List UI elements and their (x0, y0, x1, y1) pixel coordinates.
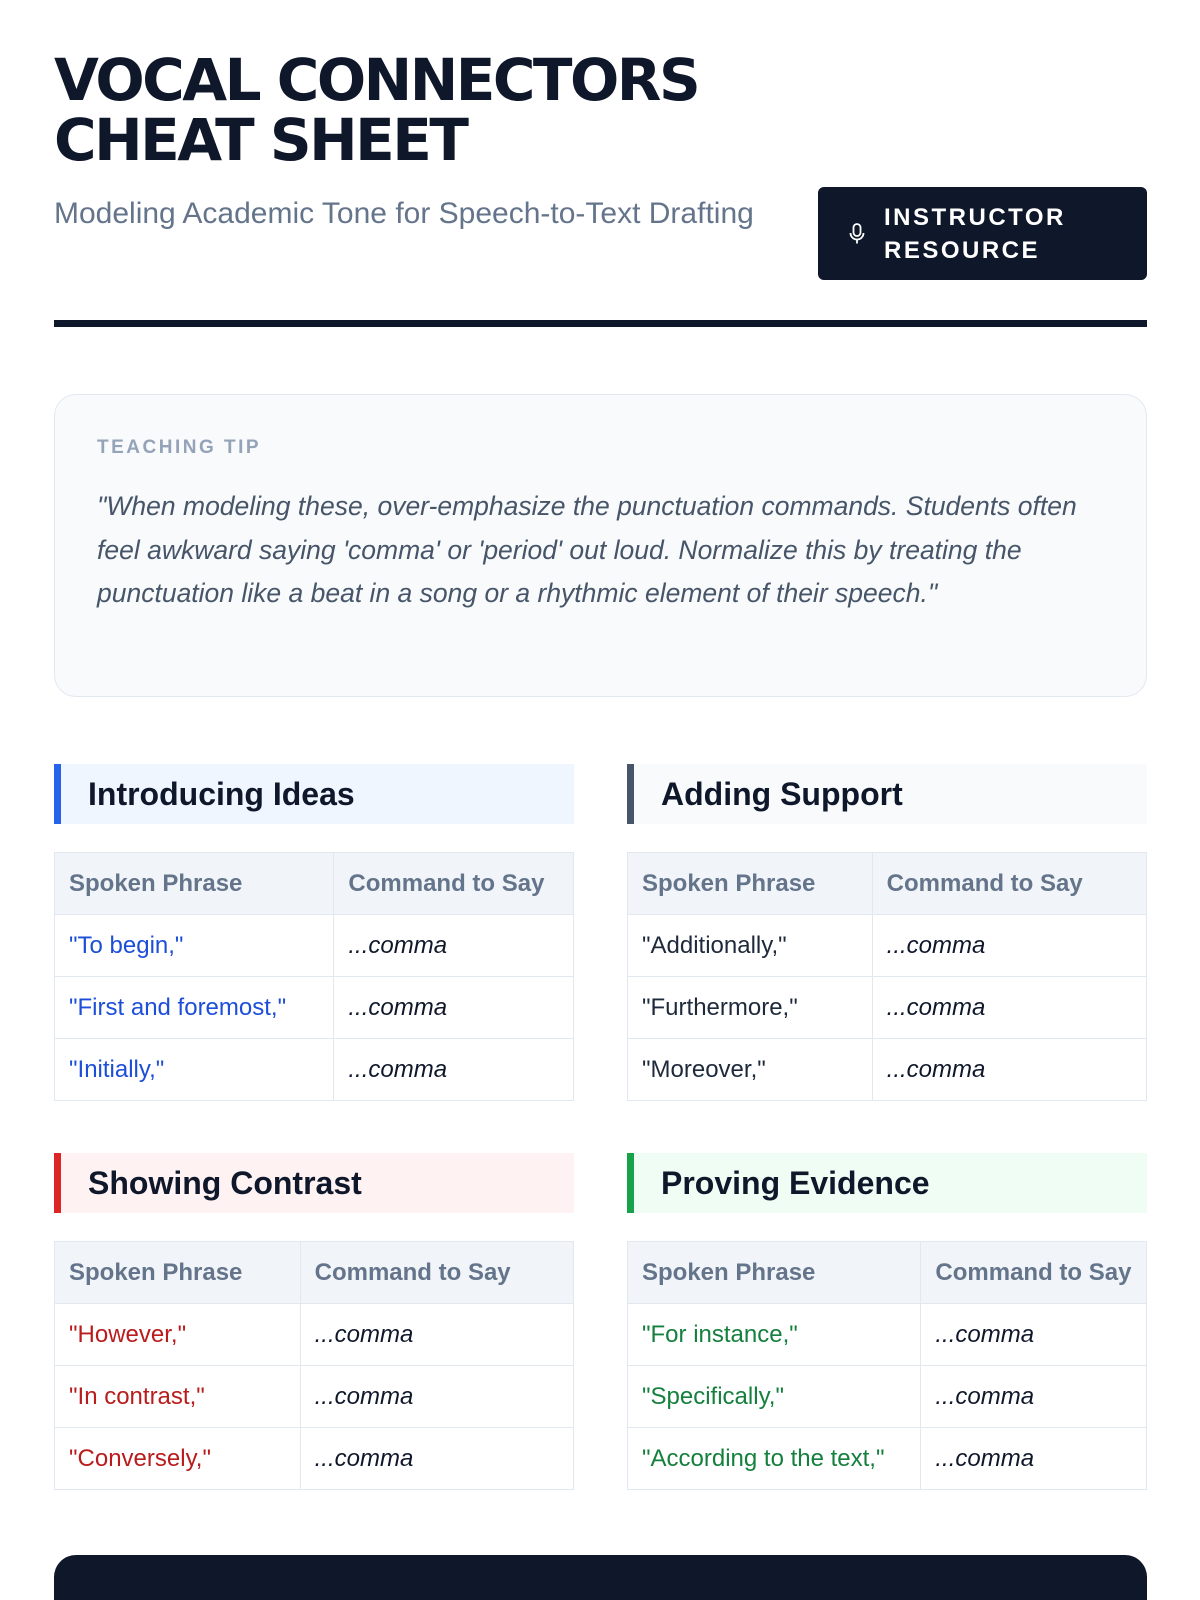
command-to-say: ...comma (334, 977, 574, 1039)
table-row (628, 1428, 1147, 1490)
section-title: Proving Evidence (661, 1164, 930, 1201)
teaching-tip-label: TEACHING TIP (97, 437, 262, 458)
connectors-table (54, 852, 574, 1101)
spoken-phrase: "Conversely," (55, 1428, 301, 1490)
connectors-table (54, 1241, 574, 1490)
spoken-phrase: "To begin," (55, 915, 334, 977)
column-header-command: Command to Say (334, 853, 574, 915)
microphone-icon (848, 223, 866, 245)
table-header-row (628, 1242, 1147, 1304)
table-row (628, 1304, 1147, 1366)
teaching-tip-quote: "When modeling these, over-emphasize the punctuation commands. Students often feel awkward saying 'comma' or 'period' out loud. Normalize this by treating the punctuation like a beat in a song or a rhythmic element of their speech." (97, 491, 1077, 608)
cheat-sheet-page (54, 0, 1147, 1600)
section-header (627, 764, 1147, 824)
header-divider (54, 320, 1147, 327)
page-subtitle: Modeling Academic Tone for Speech-to-Text Drafting (54, 197, 754, 230)
spoken-phrase: "First and foremost," (55, 977, 334, 1039)
command-to-say: ...comma (300, 1428, 573, 1490)
section-header (54, 1153, 574, 1213)
section-title: Showing Contrast (88, 1164, 362, 1201)
table-header-row (55, 1242, 574, 1304)
command-to-say: ...comma (921, 1304, 1147, 1366)
section-header (627, 1153, 1147, 1213)
section-title: Introducing Ideas (88, 775, 355, 812)
spoken-phrase: "Specifically," (628, 1366, 921, 1428)
column-header-phrase: Spoken Phrase (628, 853, 873, 915)
table-row (628, 1366, 1147, 1428)
command-to-say: ...comma (872, 977, 1146, 1039)
page-header (54, 46, 1147, 327)
table-row (628, 977, 1147, 1039)
footer-bar (54, 1555, 1147, 1600)
spoken-phrase: "According to the text," (628, 1428, 921, 1490)
column-header-phrase: Spoken Phrase (55, 853, 334, 915)
spoken-phrase: "However," (55, 1304, 301, 1366)
column-header-command: Command to Say (300, 1242, 573, 1304)
command-to-say: ...comma (872, 915, 1146, 977)
column-header-command: Command to Say (872, 853, 1146, 915)
command-to-say: ...comma (300, 1366, 573, 1428)
connectors-table (627, 852, 1147, 1101)
table-row (55, 1428, 574, 1490)
column-header-phrase: Spoken Phrase (55, 1242, 301, 1304)
section-title: Adding Support (661, 775, 903, 812)
instructor-resource-badge (818, 187, 1147, 280)
table-header-row (55, 853, 574, 915)
spoken-phrase: "For instance," (628, 1304, 921, 1366)
command-to-say: ...comma (872, 1039, 1146, 1101)
section-header (54, 764, 574, 824)
spoken-phrase: "Furthermore," (628, 977, 873, 1039)
table-row (55, 1039, 574, 1101)
command-to-say: ...comma (921, 1428, 1147, 1490)
table-row (55, 915, 574, 977)
column-header-command: Command to Say (921, 1242, 1147, 1304)
badge-label: INSTRUCTOR RESOURCE (884, 203, 1066, 264)
page-title (54, 46, 814, 174)
title-line-2: CHEAT SHEET (54, 106, 467, 174)
spoken-phrase: "In contrast," (55, 1366, 301, 1428)
command-to-say: ...comma (334, 915, 574, 977)
spoken-phrase: "Moreover," (628, 1039, 873, 1101)
table-header-row (628, 853, 1147, 915)
title-line-1: VOCAL CONNECTORS (54, 46, 699, 114)
table-row (55, 977, 574, 1039)
table-row (628, 915, 1147, 977)
command-to-say: ...comma (921, 1366, 1147, 1428)
spoken-phrase: "Additionally," (628, 915, 873, 977)
column-header-phrase: Spoken Phrase (628, 1242, 921, 1304)
command-to-say: ...comma (300, 1304, 573, 1366)
table-row (55, 1366, 574, 1428)
spoken-phrase: "Initially," (55, 1039, 334, 1101)
connectors-table (627, 1241, 1147, 1490)
command-to-say: ...comma (334, 1039, 574, 1101)
teaching-tip-card (54, 394, 1147, 697)
table-row (55, 1304, 574, 1366)
table-row (628, 1039, 1147, 1101)
